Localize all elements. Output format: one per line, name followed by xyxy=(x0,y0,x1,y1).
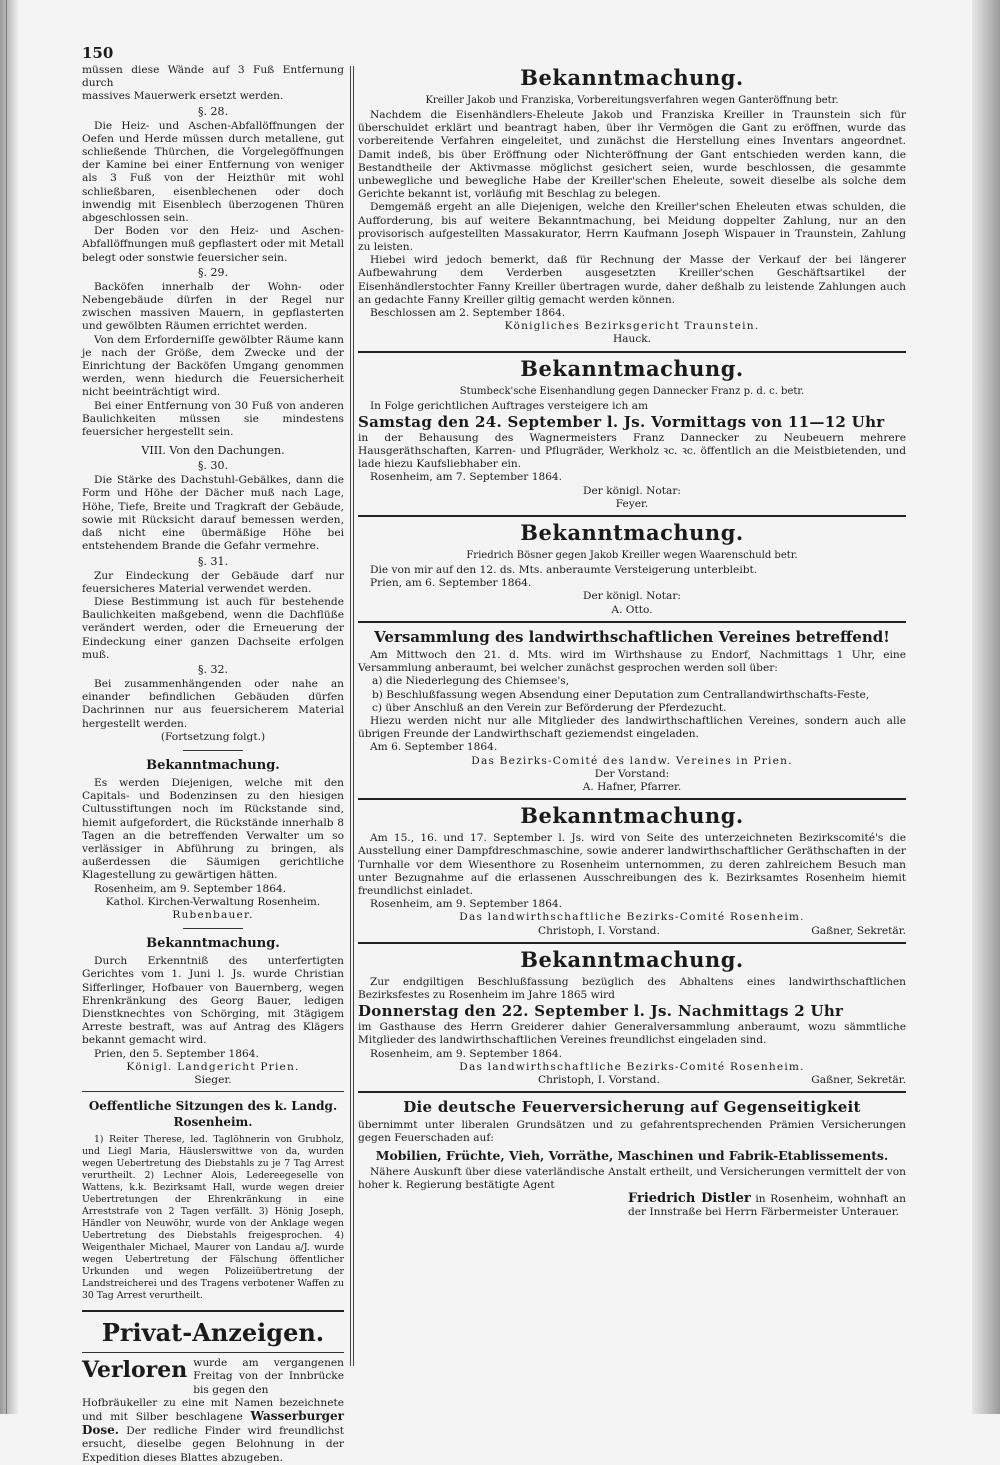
continuation-note: (Fortsetzung folgt.) xyxy=(160,730,266,743)
lost-notice-head xyxy=(82,1357,344,1397)
notice-authority: Königl. Landgericht Prien. xyxy=(126,1060,300,1073)
lost-body-post: Der redliche Finder wird freundlichst ersucht, dieselbe gegen Belohnung in der Expedition dieses Blattes abzugeben. xyxy=(82,1425,344,1464)
notice-subject: Stumbeck'sche Eisenhandlung gegen Dannecker Franz p. d. c. betr. xyxy=(459,385,805,397)
paragraph-text: Die Heiz- und Aschen-Abfallöffnungen der Oefen und Herde müssen durch metallene, gut schließende Thürchen, die Vorgelegöffnungen der Kamine bei einer Entfernung von weniger als 3 Fuß von der Heizthür mit wohl schließbaren, eisenblechenen oder doch inwendig mit Eisenblech überzogenen Thüren abgeschlossen sein. xyxy=(82,119,344,225)
notice-authority: Das landwirthschaftliche Bezirks-Comité Rosenheim. xyxy=(459,1060,805,1073)
paragraph-text: Bei zusammenhängenden oder nahe an einander befindlichen Gebäuden dürfen Dachrinnen nur aus feuersicherem Material hergestellt werden. xyxy=(82,677,344,730)
notice-title: Bekanntmachung. xyxy=(520,803,744,829)
private-ads-title: Privat-Anzeigen. xyxy=(101,1318,325,1348)
notice-signer: A. Hafner, Pfarrer. xyxy=(582,780,682,793)
lost-heading: Verloren xyxy=(82,1357,188,1384)
agenda-item: a) die Niederlegung des Chiemsee's, xyxy=(372,675,570,688)
notice-date: Prien, am 6. September 1864. xyxy=(370,577,532,590)
paragraph-text: Zur Eindeckung der Gebäude darf nur feuersicheres Material verwendet werden. xyxy=(82,569,344,595)
paragraph-text: Backöfen innerhalb der Wohn- oder Nebengebäude dürfen in der Regel nur zwischen massiven Mauern, in gepflasterten und gewölbten Räumen errichtet werden. xyxy=(82,280,344,333)
agenda-item: c) über Anschluß an den Verein zur Beförderung der Pferdezucht. xyxy=(372,701,727,714)
notice-title: Bekanntmachung. xyxy=(520,355,744,381)
notice-role: Der königl. Notar: xyxy=(583,590,681,603)
notice-title: Bekanntmachung. xyxy=(520,65,744,90)
divider xyxy=(358,1091,906,1093)
notice-signer: Feyer. xyxy=(615,497,649,510)
auction-date: Samstag den 24. September l. Js. Vormittags von 11—12 Uhr xyxy=(358,412,885,431)
notice-body: Es werden Diejenigen, welche mit den Capitals- und Bodenzinsen zu den hiesigen Cultusstiftungen noch im Rückstande sind, hiemit aufgefordert, die Rückstände innerhalb 8 Tagen an die betreffenden Verwalter um so verlässiger in Abführung zu bringen, als außerdessen die Säumigen gerichtliche Klagestellung zu gewärtigen hätten. xyxy=(82,776,344,882)
notice-signer: Christoph, I. Vorstand. xyxy=(538,924,660,937)
intro-line: müssen diese Wände auf 3 Fuß Entfernung durch xyxy=(82,64,344,90)
paragraph-text: Von dem Erforderniſſe gewölbter Räume kann je nach der Größe, dem Zwecke und der Einrichtung der Backöfen Umgang genommen werden, wenn hiedurch die Feuersicherheit nicht beeinträchtigt wird. xyxy=(82,333,344,399)
notice-signer: Christoph, I. Vorstand. xyxy=(538,1073,660,1086)
notice-signer: Rubenbauer. xyxy=(172,908,254,921)
divider xyxy=(183,928,243,929)
notice-body: Nachdem die Eisenhändlers-Eheleute Jakob und Franziska Kreiller in Traunstein sich für überschuldet erklärt und beantragt haben, über ihr Vermögen die Gant zu eröffnen, wurde das vorbereitende Verfahren eingeleitet, und zunächst die Herstellung eines Inventars angeordnet. Damit indeß, bis über Eröffnung oder Nichteröffnung der Gant entschieden werden kann, die Bestandtheile der Aktivmasse möglichst gesichert seien, wurde beschlossen, die gesammte unbewegliche und bewegliche Habe der Kreiller'schen Eheleute, soweit dieselbe als solche dem Gerichte bekannt ist, vorläufig mit Beschlag zu belegen. xyxy=(358,109,906,201)
notice-body: Durch Erkenntniß des unterfertigten Gerichtes vom 1. Juni l. Js. wurde Christian Sifferlinger, Hofbauer von Bauernberg, wegen Ehrenkränkung des Georg Bauer, ledigen Dienstknechtes von Schörging, mit 3tägigem Arreste bestraft, was auf Antrag des Klägers bekannt gemacht wird. xyxy=(82,955,344,1047)
section-heading: VIII. Von den Dachungen. xyxy=(141,444,285,458)
binding-gutter xyxy=(0,0,18,1414)
lost-body xyxy=(82,1397,344,1465)
notice-date: Beschlossen am 2. September 1864. xyxy=(370,307,566,320)
notice-date: Rosenheim, am 9. September 1864. xyxy=(370,1047,563,1060)
agenda-item: b) Beschlußfassung wegen Absendung einer Deputation zum Centrallandwirthschafts-Feste, xyxy=(372,688,870,701)
notice-date: Rosenheim, am 7. September 1864. xyxy=(370,471,563,484)
divider xyxy=(358,621,906,623)
meeting-date: Donnerstag den 22. September l. Js. Nachmittags 2 Uhr xyxy=(358,1002,844,1021)
divider xyxy=(82,1091,344,1092)
notice-role: Der Vorstand: xyxy=(594,767,670,780)
notice-body: Am Mittwoch den 21. d. Mts. wird im Wirthshause zu Endorf, Nachmittags 1 Uhr, eine Versammlung anberaumt, bei welcher zunächst gesprochen werden soll über: xyxy=(358,648,906,675)
paragraph-mark: §. 28. xyxy=(198,104,228,118)
divider xyxy=(183,750,243,751)
insurance-list: Mobilien, Früchte, Vieh, Vorräthe, Maschinen und Fabrik-Etablissements. xyxy=(375,1147,889,1163)
notice-subject: Friedrich Bösner gegen Jakob Kreiller wegen Waarenschuld betr. xyxy=(466,550,798,562)
notice-signer: Hauck. xyxy=(612,333,652,346)
notice-authority: Das landwirthschaftliche Bezirks-Comité Rosenheim. xyxy=(459,911,805,924)
section-body: 1) Reiter Therese, led. Taglöhnerin von Grubholz, und Liegl Maria, Häuslerswittwe von da, wurden wegen Uebertretung des Diebstahls zu je 7 Tag Arrest verurtheilt. 2) Lechner Alois, Ledereegeselle von Wattens, k.k. Bezirksamt Hall, wurde wegen dreier Uebertretungen der Ehrenkränkung in eine Arreststrafe von 2 Tagen verfällt. 3) Hönig Joseph, Händler von Neuwöhr, wurde von der Anklage wegen Uebertretung des Diebstahls freigesprochen. 4) Weigenthaler Michael, Maurer von Landau a/J. wurde wegen Uebertretung der Fälschung öffentlicher Urkunden und wegen Polizeiübertretung der Landstreicherei und des Tragens verbotener Waffen zu 30 Tag Arrest verurtheilt. xyxy=(82,1134,344,1302)
insurance-body: Nähere Auskunft über diese vaterländische Anstalt ertheilt, und Versicherungen vermittelt der von hoher k. Regierung bestätigte Agent xyxy=(358,1165,906,1191)
page-number: 150 xyxy=(82,44,114,62)
insurance-title: Die deutsche Feuerversicherung auf Gegenseitigkeit xyxy=(403,1098,861,1117)
notice-body: im Gasthause des Herrn Greiderer dahier Generalversammlung anberaumt, wozu sämmtliche Mitglieder des landwirthschaftlichen Vereines freundlichst eingeladen sind. xyxy=(358,1021,906,1047)
lost-intro: wurde am vergangenen Freitag von der Innbrücke bis gegen den xyxy=(193,1357,344,1396)
notice-title: Bekanntmachung. xyxy=(520,946,744,972)
divider xyxy=(358,515,906,517)
paragraph-mark: §. 30. xyxy=(198,459,228,473)
signature-row xyxy=(358,1074,906,1087)
notice-date: Rosenheim, am 9. September 1864. xyxy=(94,882,287,895)
section-title: Oeffentliche Sitzungen des k. Landg. Rosenheim. xyxy=(88,1099,338,1130)
notice-role: Der königl. Notar: xyxy=(583,484,681,497)
notice-body: Hiebei wird jedoch bemerkt, daß für Rechnung der Masse der Verkauf der bei längerer Aufbewahrung dem Verderben ausgesetzten Kreiller'schen Geschäftsartikel der Eisenhändlerstochter Fanny Kreiller übertragen wurde, daher deßhalb zu leistende Zahlungen auch an gedachte Fanny Kreiller giltig gemacht werden können. xyxy=(358,254,906,306)
insurance-body: übernimmt unter liberalen Grundsätzen und zu gefahrentsprechenden Prämien Versicherungen gegen Feuerschaden auf: xyxy=(358,1119,906,1145)
notice-body: Zur endgiltigen Beschlußfassung bezüglich des Abhaltens eines landwirthschaftlichen Bezirksfestes zu Rosenheim im Jahre 1865 wird xyxy=(358,975,906,1001)
divider xyxy=(358,798,906,800)
notice-secretary: Gaßner, Sekretär. xyxy=(811,1073,906,1086)
notice-title: Bekanntmachung. xyxy=(146,757,280,773)
paragraph-text: Der Boden vor den Heiz- und Aschen-Abfallöffnungen muß gepflastert oder mit Metall belegt oder sonstwie feuersicher sein. xyxy=(82,225,344,264)
paragraph-text: Die Stärke des Dachstuhl-Gebälkes, dann die Form und Höhe der Dächer muß nach Lage, Höhe, Tiefe, Breite und Tragkraft der Gebäude, sowie mit Rücksicht darauf bemessen werden, daß nicht eine übermäßige Höhe bei entstehendem Brande die Gefahr vermehre. xyxy=(82,474,344,553)
left-column xyxy=(82,64,344,1464)
agent-line xyxy=(628,1192,906,1219)
notice-authority: Das Bezirks-Comité des landw. Vereines in Prien. xyxy=(471,754,793,767)
paragraph-mark: §. 31. xyxy=(198,554,228,568)
notice-secretary: Gaßner, Sekretär. xyxy=(811,924,906,937)
notice-body: in der Behausung des Wagnermeisters Franz Dannecker zu Neubeuern mehrere Hausgeräthschaften, Karren- und Pflugräder, Werkholz ꝛc. ꝛc. öffentlich an die Meistbietenden, und lade hiezu Kaufsliebhaber ein. xyxy=(358,431,906,471)
notice-date: Prien, den 5. September 1864. xyxy=(94,1047,259,1060)
notice-date: Rosenheim, am 9. September 1864. xyxy=(370,898,563,911)
divider xyxy=(358,942,906,944)
notice-title: Versammlung des landwirthschaftlichen Vereines betreffend! xyxy=(374,627,890,646)
intro-line: massives Mauerwerk ersetzt werden. xyxy=(82,90,284,103)
right-column xyxy=(358,64,906,1394)
page-edge xyxy=(972,0,1000,1414)
notice-subject: Kreiller Jakob und Franziska, Vorbereitungsverfahren wegen Ganteröffnung betr. xyxy=(425,95,839,106)
column-divider xyxy=(350,66,351,1366)
notice-body: Am 15., 16. und 17. September l. Js. wird von Seite des unterzeichneten Bezirkscomité's die Ausstellung einer Dampfdreschmaschine, sowie anderer landwirthschaftlicher Geräthschaften in der Turnhalle vor dem Wiesenthore zu Rosenheim unternommen, zu deren zahlreichem Besuch man unter Bezugnahme auf die erlassenen Ausschreibungen des k. Bezirksamtes Rosenheim hiemit freundlichst einladet. xyxy=(358,832,906,897)
notice-authority: Kathol. Kirchen-Verwaltung Rosenheim. xyxy=(105,895,321,908)
notice-date: Am 6. September 1864. xyxy=(370,741,498,754)
notice-authority: Königliches Bezirksgericht Traunstein. xyxy=(504,320,760,333)
agent-name: Friedrich Distler xyxy=(628,1190,751,1206)
notice-signer: Sieger. xyxy=(194,1074,232,1086)
notice-body: Hiezu werden nicht nur alle Mitglieder des landwirthschaftlichen Vereines, sondern auch alle übrigen Freunde der Landwirthschaft geziemendst eingeladen. xyxy=(358,714,906,741)
paragraph-text: Diese Bestimmung ist auch für bestehende Baulichkeiten maßgebend, wenn die Dachflüße verändert werden, oder die Erneuerung der Eindeckung einer ganzen Dachseite erfolgen muß. xyxy=(82,595,344,661)
lost-body-pre: Hofbräukeller zu eine mit Namen bezeichnete und mit Silber beschlagene xyxy=(82,1396,344,1424)
column-divider xyxy=(353,66,354,1366)
notice-title: Bekanntmachung. xyxy=(520,520,744,546)
notice-signer: A. Otto. xyxy=(611,603,653,616)
agent-address: in Rosenheim, wohnhaft an der Innstraße bei Herrn Färbermeister Unterauer. xyxy=(628,1192,906,1219)
notice-body: In Folge gerichtlichen Auftrages versteigere ich am xyxy=(370,399,649,412)
signature-row xyxy=(358,925,906,938)
paragraph-mark: §. 29. xyxy=(198,265,228,279)
divider xyxy=(358,351,906,353)
notice-body: Die von mir auf den 12. ds. Mts. anberaumte Versteigerung unterbleibt. xyxy=(370,564,758,577)
divider xyxy=(82,1310,344,1312)
paragraph-text: Bei einer Entfernung von 30 Fuß von anderen Baulichkeiten müssen sie mindestens feuersicher hergestellt sein. xyxy=(82,399,344,439)
notice-title: Bekanntmachung. xyxy=(146,936,280,952)
notice-body: Demgemäß ergeht an alle Diejenigen, welche den Kreiller'schen Eheleuten etwas schulden, die Aufforderung, bis auf weitere Bekanntmachung, bei Meidung doppelter Zahlung, nur an den provisorisch aufgestellten Massakurator, Herrn Kaufmann Joseph Wispauer in Traunstein, Zahlung zu leisten. xyxy=(358,201,906,254)
paragraph-mark: §. 32. xyxy=(198,662,228,676)
lost-item: Wasserburger Dose. xyxy=(82,1409,344,1438)
divider xyxy=(82,1352,344,1353)
